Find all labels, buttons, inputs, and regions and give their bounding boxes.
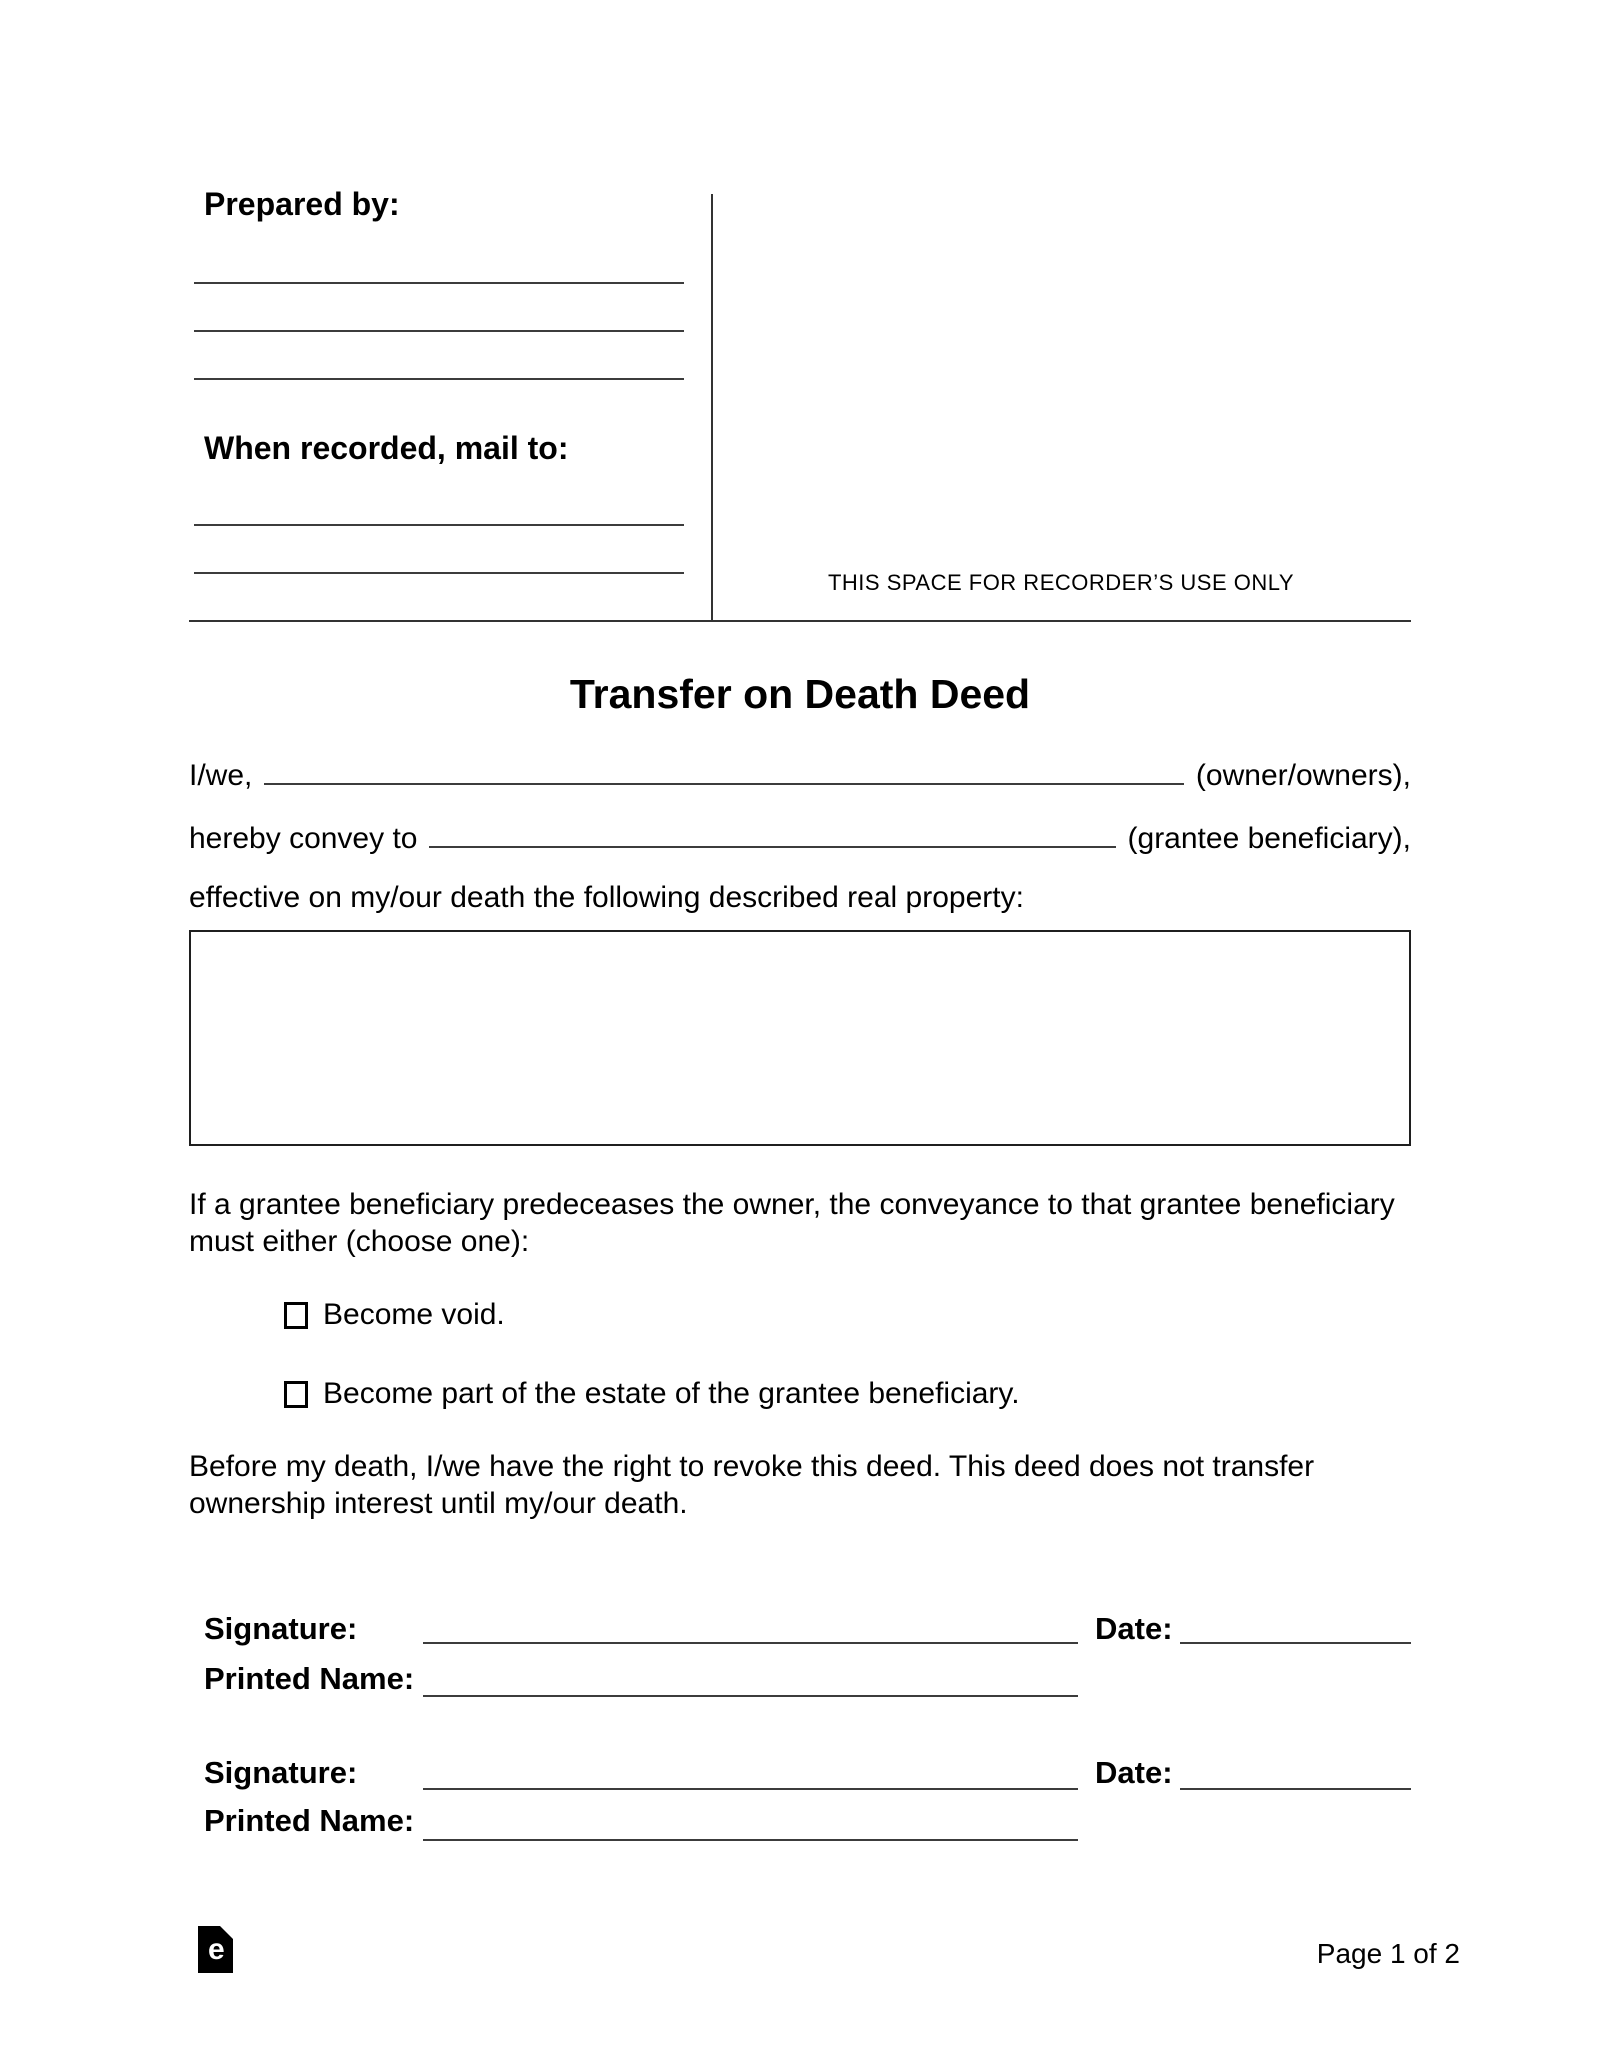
signature-label: Signature:: [204, 1755, 358, 1790]
effective-row: [189, 881, 1411, 915]
grantee-name-field[interactable]: [429, 818, 1115, 848]
mail-to-label: When recorded, mail to:: [204, 430, 569, 466]
date-label: Date:: [1095, 1611, 1173, 1646]
predecease-paragraph: If a grantee beneficiary predeceases the owner, the conveyance to that grantee beneficiary must either (choose one):: [189, 1188, 1395, 1258]
prepared-by-field[interactable]: [194, 282, 684, 284]
svg-text:e: e: [208, 1933, 225, 1966]
become-void-label: Become void.: [323, 1298, 505, 1331]
page-indicator: Page 1 of 2: [1316, 1938, 1460, 1969]
become-estate-checkbox[interactable]: [284, 1381, 308, 1408]
mail-to-field[interactable]: [194, 572, 684, 574]
recorder-space-notice: THIS SPACE FOR RECORDER’S USE ONLY: [827, 570, 1295, 595]
grantee-prefix-text: hereby convey to: [189, 822, 418, 855]
prepared-by-field[interactable]: [194, 378, 684, 380]
owners-name-field[interactable]: [264, 755, 1184, 785]
eforms-document-icon: [198, 1926, 233, 1973]
date-label: Date:: [1095, 1755, 1173, 1790]
effective-text: effective on my/our death the following described real property:: [189, 881, 1024, 914]
mail-to-field[interactable]: [194, 524, 684, 526]
printed-name-label: Printed Name:: [204, 1661, 415, 1696]
signature-field[interactable]: [423, 1642, 1078, 1644]
owners-prefix-text: I/we,: [189, 759, 253, 792]
page-title: Transfer on Death Deed: [569, 671, 1031, 717]
date-field[interactable]: [1180, 1642, 1411, 1644]
grantee-row: [189, 818, 1411, 856]
recorder-column-divider: [711, 194, 713, 620]
owners-row: [189, 755, 1411, 793]
date-field[interactable]: [1180, 1788, 1411, 1790]
printed-name-field[interactable]: [423, 1839, 1078, 1841]
prepared-by-label: Prepared by:: [204, 186, 400, 222]
printed-name-field[interactable]: [423, 1695, 1078, 1697]
become-void-checkbox[interactable]: [284, 1302, 308, 1329]
header-bottom-rule: [189, 620, 1411, 622]
printed-name-label: Printed Name:: [204, 1803, 415, 1838]
property-description-box[interactable]: [189, 930, 1411, 1146]
become-estate-label: Become part of the estate of the grantee beneficiary.: [323, 1377, 1020, 1410]
revocation-paragraph: Before my death, I/we have the right to revoke this deed. This deed does not transfer ownership interest until my/our death.: [189, 1450, 1315, 1520]
option-become-void: [284, 1298, 505, 1332]
grantee-suffix-text: (grantee beneficiary),: [1127, 822, 1411, 855]
signature-field[interactable]: [423, 1788, 1078, 1790]
signature-label: Signature:: [204, 1611, 358, 1646]
prepared-by-field[interactable]: [194, 330, 684, 332]
owners-suffix-text: (owner/owners),: [1195, 759, 1411, 792]
option-become-estate: [284, 1377, 1020, 1411]
